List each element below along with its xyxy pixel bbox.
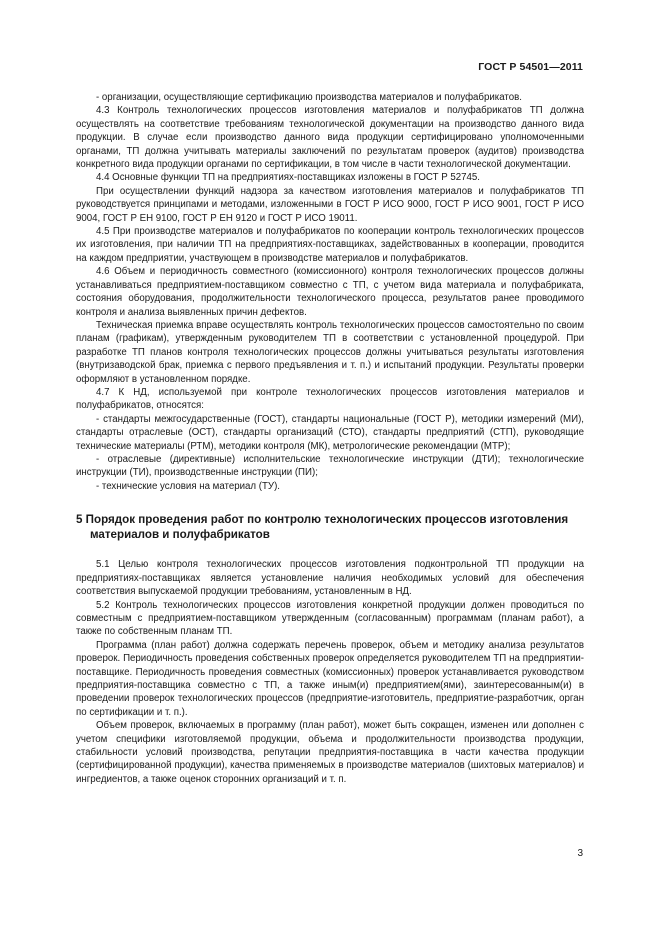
paragraph: При осуществлении функций надзора за качеством изготовления материалов и полуфабрикатов ТП руководствуется принципами и методами, изложенными в ГОСТ Р ИСО 9000, ГОСТ Р ИСО 9001, ГОСТ Р ИСО 9004, ГОСТ Р ЕН 9100, ГОСТ Р ЕН 9120 и ГОСТ Р ИСО 19011. bbox=[76, 185, 584, 224]
paragraph: Объем проверок, включаемых в программу (план работ), может быть сокращен, изменен или дополнен с учетом специфики изготовляемой продукции, объема и продолжительности производства продукции, стабильности условий производства, репутации предприятия-поставщика в части качества продукции (сертифицированной продукции), качества применяемых в производстве материалов (шихтовых материалов) и ингредиентов, а также оценок сторонних организаций и т. п. bbox=[76, 720, 584, 785]
paragraph: 5.1 Целью контроля технологических процессов изготовления подконтрольной ТП продукции на предприятиях-поставщиках является установление наличия необходимых условий для обеспечения соответствия выпускаемой продукции требованиям, установленным в НД. bbox=[76, 559, 584, 598]
paragraph: Техническая приемка вправе осуществлять контроль технологических процессов самостоятельно по своим планам (графикам), утвержденным руководителем ТП в соответствии с установленной процедурой. При разработке ТП планов контроля технологических процессов должны учитываться результаты изготовления (внутризаводской брак, приемка с первого предъявления и т. п.) и испытаний продукции. Результаты проверки оформляют в установленном порядке. bbox=[76, 319, 584, 385]
paragraph: 4.6 Объем и периодичность совместного (комиссионного) контроля технологических процессов должны устанавливаться предприятием-поставщиком совместно с ТП, с учетом вида материала и полуфабриката, состояния оборудования, продолжительности технологического процесса, результатов ранее проводимого контроля и анализа выявленных причин дефектов. bbox=[76, 266, 584, 318]
paragraph: - организации, осуществляющие сертификацию производства материалов и полуфабрикатов. bbox=[96, 92, 522, 103]
paragraph: 4.7 К НД, используемой при контроле технологических процессов изготовления материалов и полуфабрикатов, относятся: bbox=[76, 386, 584, 412]
paragraph: 5.2 Контроль технологических процессов изготовления конкретной продукции должен проводиться по совместным с предприятием-поставщиком утвержденным (согласованным) программам (планам работ), а также по собственным планам ТП. bbox=[76, 599, 584, 638]
paragraph: 4.3 Контроль технологических процессов изготовления материалов и полуфабрикатов ТП должна осуществлять на соответствие требованиям технологической документации на производство данного вида продукции. В случае если производство данного вида продукции сертифицировано уполномоченными органами, ТП должна учитывать материалы заключений по результатам проверок (аудитов) производства конкретного вида продукции органами по сертификации, в том числе в части технологической документации. bbox=[76, 105, 584, 171]
document-code: ГОСТ Р 54501—2011 bbox=[478, 61, 583, 73]
section-heading: 5 Порядок проведения работ по контролю технологических процессов изготовления материалов и полуфабрикатов bbox=[76, 513, 569, 541]
paragraph: Программа (план работ) должна содержать перечень проверок, объем и методику анализа результатов проверок. Периодичность проведения собственных проверок определяется руководителем ТП на предприятии-поставщике. Периодичность проведения совместных (комиссионных) проверок устанавливается руководством предприятия-поставщика совместно с ТП, а также иным(и) предприятием(ями), заинтересованным(и) в проведении проверок технологических процессов (предприятие-изготовитель, предприятие-разработчик, орган по сертификации и т. п.). bbox=[76, 639, 584, 718]
list-item: - стандарты межгосударственные (ГОСТ), стандарты национальные (ГОСТ Р), методики измерений (МИ), стандарты отраслевые (ОСТ), стандарты организаций (СТО), стандарты предприятий (СТП), руководящие технические материалы (РТМ), методики контроля (МК), метрологические рекомендации (МТР); bbox=[76, 413, 584, 452]
page-number: 3 bbox=[577, 848, 583, 859]
paragraph: 4.5 При производстве материалов и полуфабрикатов по кооперации контроль технологических процессов их изготовления, при наличии ТП на предприятиях-поставщиках, задействованных в кооперации, проводится на каждом предприятии, участвующем в производстве материалов и полуфабрикатов. bbox=[76, 226, 584, 264]
document-body bbox=[76, 91, 584, 786]
list-item: - отраслевые (директивные) исполнительские технологические инструкции (ДТИ); технологические инструкции (ТИ), производственные инструкции (ПИ); bbox=[76, 453, 584, 479]
list-item: - технические условия на материал (ТУ). bbox=[96, 480, 280, 492]
paragraph: 4.4 Основные функции ТП на предприятиях-поставщиках изложены в ГОСТ Р 52745. bbox=[96, 172, 480, 184]
